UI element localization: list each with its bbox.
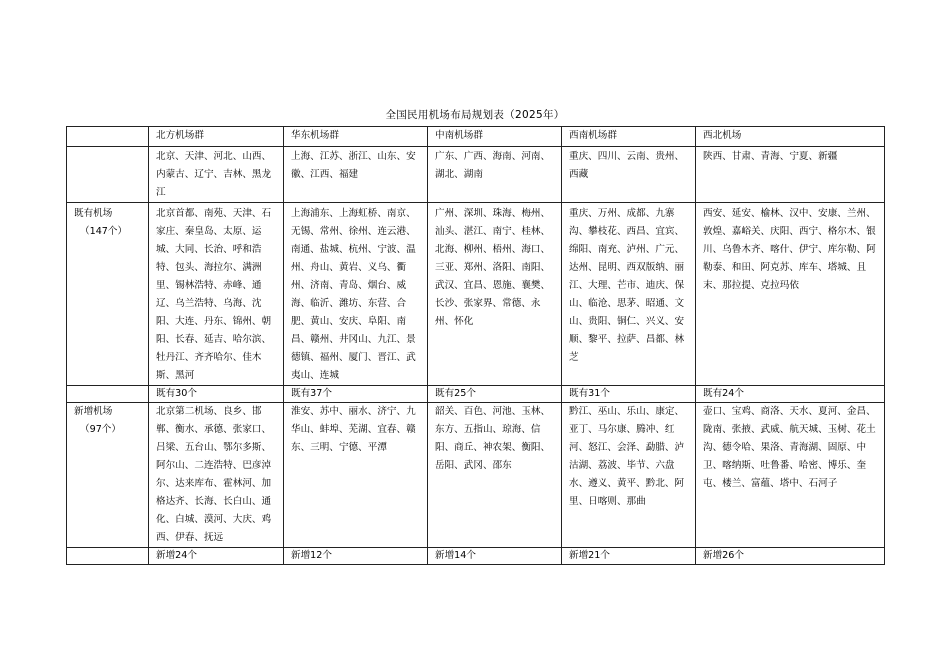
provinces-north: 北京、天津、河北、山西、内蒙古、辽宁、吉林、黑龙江 bbox=[149, 147, 284, 203]
province-row bbox=[67, 147, 885, 203]
existing-subtotal-east: 既有37个 bbox=[284, 386, 428, 403]
new-subtotal-central-south: 新增14个 bbox=[428, 548, 562, 565]
new-subtotal-northwest: 新增26个 bbox=[696, 548, 885, 565]
new-count: （97个） bbox=[80, 424, 121, 435]
header-north: 北方机场群 bbox=[149, 127, 284, 147]
provinces-east: 上海、江苏、浙江、山东、安徽、江西、福建 bbox=[284, 147, 428, 203]
header-row bbox=[67, 127, 885, 147]
existing-subtotal-north: 既有30个 bbox=[149, 386, 284, 403]
new-subtotal-label-cell bbox=[67, 548, 149, 565]
provinces-northwest: 陕西、甘肃、青海、宁夏、新疆 bbox=[696, 147, 885, 203]
existing-label-cell bbox=[67, 203, 149, 386]
new-east: 淮安、苏中、丽水、济宁、九华山、蚌埠、芜湖、宜春、赣东、三明、宁德、平潭 bbox=[284, 403, 428, 548]
header-east: 华东机场群 bbox=[284, 127, 428, 147]
new-southwest: 黔江、巫山、乐山、康定、亚丁、马尔康、腾冲、红河、怒江、会泽、勐腊、泸沽湖、荔波、毕节、六盘水、遵义、黄平、黔北、阿里、日喀则、那曲 bbox=[562, 403, 696, 548]
new-central-south: 韶关、百色、河池、玉林、东方、五指山、琼海、信阳、商丘、神农架、衡阳、岳阳、武冈、邵东 bbox=[428, 403, 562, 548]
header-central-south: 中南机场群 bbox=[428, 127, 562, 147]
existing-label: 既有机场 bbox=[74, 208, 113, 219]
existing-subtotal-southwest: 既有31个 bbox=[562, 386, 696, 403]
table-title: 全国民用机场布局规划表（2025年） bbox=[385, 109, 565, 121]
header-northwest: 西北机场 bbox=[696, 127, 885, 147]
new-subtotal-southwest: 新增21个 bbox=[562, 548, 696, 565]
province-label-cell bbox=[67, 147, 149, 203]
existing-subtotal-northwest: 既有24个 bbox=[696, 386, 885, 403]
provinces-central-south: 广东、广西、海南、河南、湖北、湖南 bbox=[428, 147, 562, 203]
airport-plan-table bbox=[66, 126, 885, 565]
new-north: 北京第二机场、良乡、邯郸、衡水、承德、张家口、吕梁、五台山、鄂尔多斯、阿尔山、二连浩特、巴彦淖尔、达来库布、霍林河、加格达齐、长海、长白山、通化、白城、漠河、大庆、鸡西、伊春、抚远 bbox=[149, 403, 284, 548]
new-subtotal-north: 新增24个 bbox=[149, 548, 284, 565]
existing-subtotal-central-south: 既有25个 bbox=[428, 386, 562, 403]
existing-central-south: 广州、深圳、珠海、梅州、汕头、湛江、南宁、桂林、北海、柳州、梧州、海口、三亚、郑州、洛阳、南阳、武汉、宜昌、恩施、襄樊、长沙、张家界、常德、永州、怀化 bbox=[428, 203, 562, 386]
existing-southwest: 重庆、万州、成都、九寨沟、攀枝花、西昌、宜宾、绵阳、南充、泸州、广元、达州、昆明、西双版纳、丽江、大理、芒市、迪庆、保山、临沧、思茅、昭通、文山、贵阳、铜仁、兴义、安顺、黎平、拉萨、昌都、林芝 bbox=[562, 203, 696, 386]
new-airports-row bbox=[67, 403, 885, 548]
new-label: 新增机场 bbox=[74, 406, 113, 417]
existing-north: 北京首都、南苑、天津、石家庄、秦皇岛、太原、运城、大同、长治、呼和浩特、包头、海拉尔、满洲里、锡林浩特、赤峰、通辽、乌兰浩特、乌海、沈阳、大连、丹东、锦州、朝阳、长春、延吉、哈尔滨、牡丹江、齐齐哈尔、佳木斯、黑河 bbox=[149, 203, 284, 386]
new-label-cell bbox=[67, 403, 149, 548]
provinces-southwest: 重庆、四川、云南、贵州、西藏 bbox=[562, 147, 696, 203]
new-subtotal-east: 新增12个 bbox=[284, 548, 428, 565]
new-subtotal-row bbox=[67, 548, 885, 565]
existing-airports-row bbox=[67, 203, 885, 386]
existing-subtotal-label-cell bbox=[67, 386, 149, 403]
existing-east: 上海浦东、上海虹桥、南京、无锡、常州、徐州、连云港、南通、盐城、杭州、宁波、温州、舟山、黄岩、义乌、衢州、济南、青岛、烟台、威海、临沂、潍坊、东营、合肥、黄山、安庆、阜阳、南昌、赣州、井冈山、九江、景德镇、福州、厦门、晋江、武夷山、连城 bbox=[284, 203, 428, 386]
header-southwest: 西南机场群 bbox=[562, 127, 696, 147]
header-blank-cell bbox=[67, 127, 149, 147]
existing-northwest: 西安、延安、榆林、汉中、安康、兰州、敦煌、嘉峪关、庆阳、西宁、格尔木、银川、乌鲁木齐、喀什、伊宁、库尔勒、阿勒泰、和田、阿克苏、库车、塔城、且末、那拉提、克拉玛依 bbox=[696, 203, 885, 386]
new-northwest: 壶口、宝鸡、商洛、天水、夏河、金昌、陇南、张掖、武威、航天城、玉树、花土沟、德令哈、果洛、青海湖、固原、中卫、喀纳斯、吐鲁番、哈密、博乐、奎屯、楼兰、富蕴、塔中、石河子 bbox=[696, 403, 885, 548]
existing-subtotal-row bbox=[67, 386, 885, 403]
existing-count: （147个） bbox=[80, 226, 128, 237]
